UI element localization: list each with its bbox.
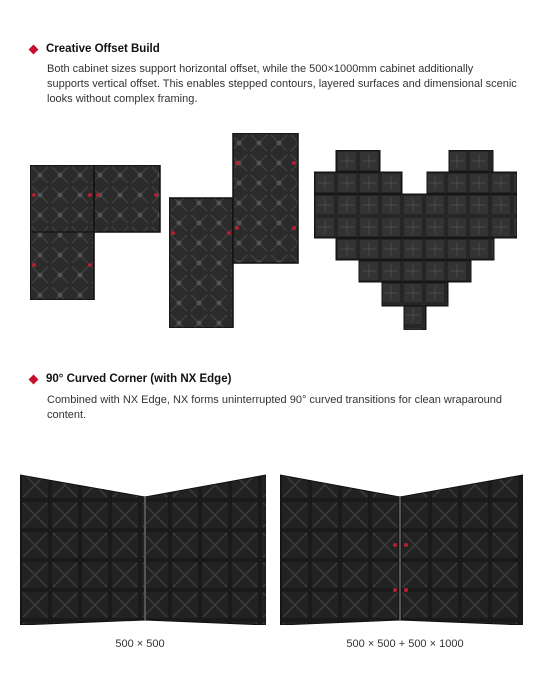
- caption-left: 500 × 500: [115, 638, 165, 650]
- section-title-text: 90° Curved Corner (with NX Edge): [46, 373, 232, 385]
- curved-corner-mixed-image: [280, 470, 523, 625]
- curved-corner-500x500-image: [20, 470, 266, 625]
- stepped-cabinet-image: [169, 133, 299, 328]
- section-title-offset: [30, 43, 160, 55]
- section-description-offset: Both cabinet sizes support horizontal offset, while the 500×1000mm cabinet additionally supports vertical offset. This enables stepped contours, layered surfaces and dimensional scenic looks without complex framing.: [47, 63, 517, 105]
- section-title-curved-corner: [30, 373, 231, 385]
- diamond-bullet-icon: [29, 44, 39, 54]
- l-shape-cabinet-image: [30, 165, 162, 300]
- diamond-bullet-icon: [29, 374, 39, 384]
- caption-right: 500 × 500 + 500 × 1000: [346, 638, 464, 650]
- heart-cabinet-image: [314, 150, 517, 330]
- section-title-text: Creative Offset Build: [46, 43, 160, 55]
- section-description-curved-corner: Combined with NX Edge, NX forms uninterrupted 90° curved transitions for clean wraparound content.: [47, 394, 503, 421]
